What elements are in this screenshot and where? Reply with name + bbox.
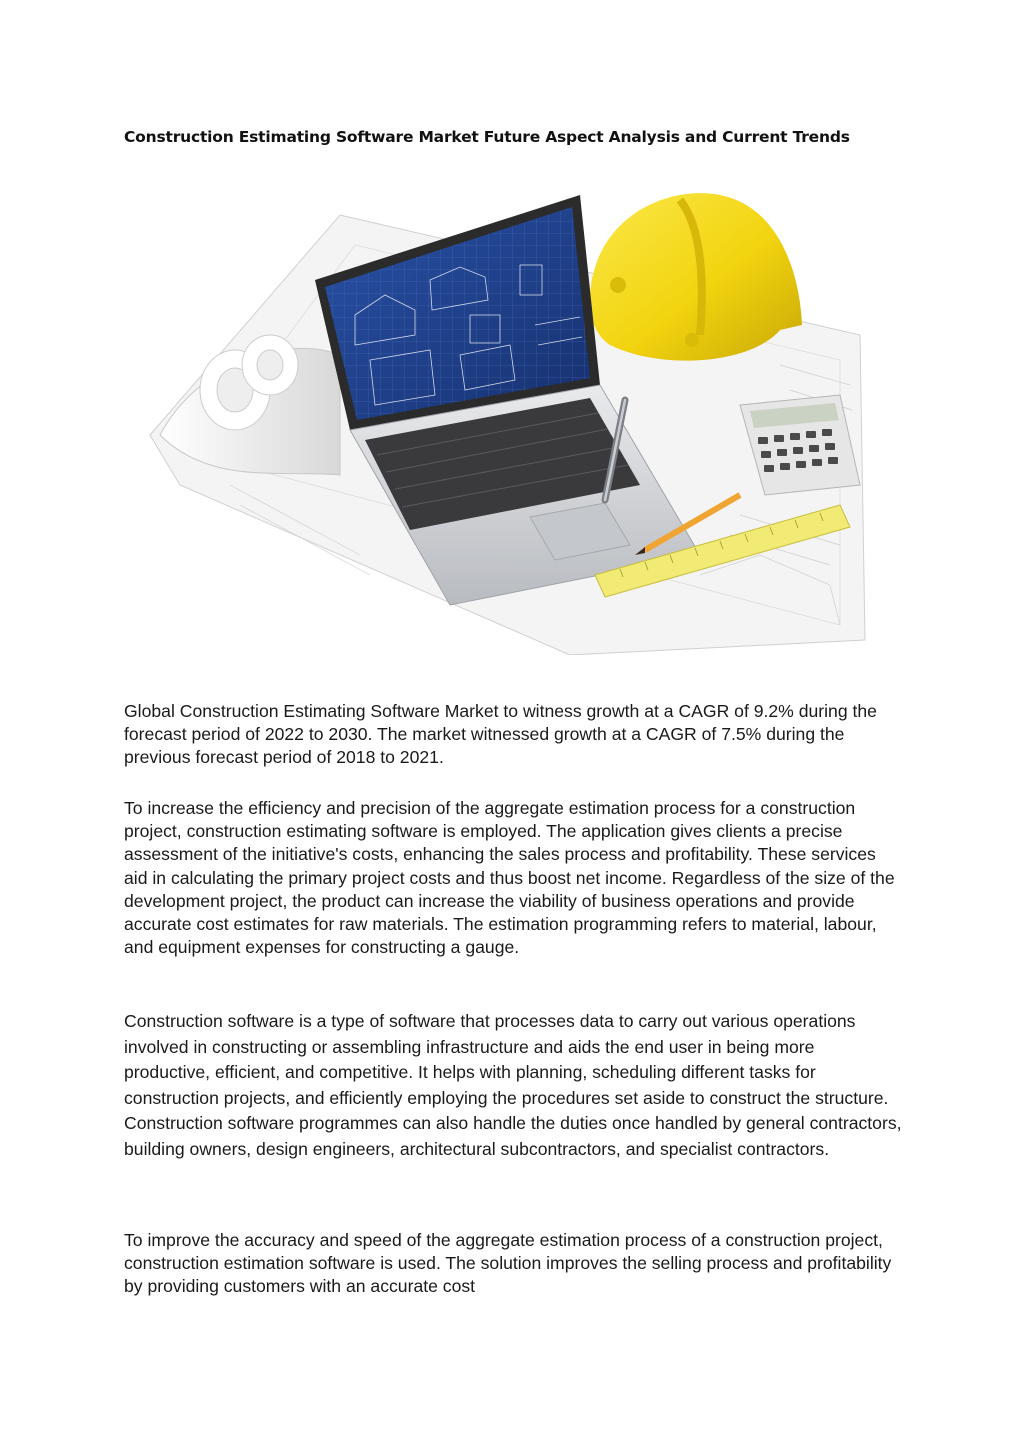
paragraph-construction-software: Construction software is a type of software that processes data to carry out various operations involved in constructing or assembling infrastructure and aids the end user in being more productive, efficient, and competitive. It helps with planning, scheduling different tasks for construction projects, and efficiently employing the procedures set aside to construct the structure. Construction software programmes can also handle the duties once handled by general contractors, building owners, design engineers, architectural subcontractors, and specialist contractors. (124, 1011, 902, 1159)
paragraph-estimation-accuracy: To improve the accuracy and speed of the aggregate estimation process of a construction project, construction estimation software is used. The solution improves the selling process and profitability by providing customers with an accurate cost (124, 1230, 892, 1297)
paragraph-software-purpose: To increase the efficiency and precision of the aggregate estimation process for a construction project, construction estimating software is employed. The application gives clients a precise assessment of the initiative's costs, enhancing the sales process and profitability. These services aid in calculating the primary project costs and thus boost net income. Regardless of the size of the development project, the product can increase the viability of business operations and provide accurate cost estimates for raw materials. The estimation programming refers to material, labour, and equipment expenses for constructing a gauge. (124, 798, 895, 958)
blueprint-rolls-icon (160, 335, 340, 475)
hero-illustration (140, 185, 880, 655)
paragraph-market-growth: Global Construction Estimating Software Market to witness growth at a CAGR of 9.2% during the forecast period of 2022 to 2030. The market witnessed growth at a CAGR of 7.5% during the previous forecast period of 2018 to 2021. (124, 701, 877, 768)
document-title: Construction Estimating Software Market Future Aspect Analysis and Current Trends (124, 128, 850, 146)
hard-hat-icon (590, 193, 802, 360)
